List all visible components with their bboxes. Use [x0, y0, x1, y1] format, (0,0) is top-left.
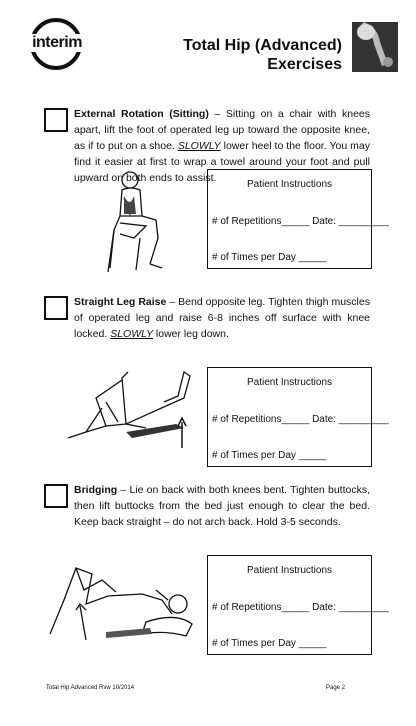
exercise-3-checkbox[interactable] — [44, 484, 68, 508]
exercise-1-name: External Rotation (Sitting) — [74, 108, 209, 120]
exercise-1-checkbox[interactable] — [44, 108, 68, 132]
repetitions-date-field[interactable]: # of Repetitions_____ Date: _________ — [212, 414, 389, 425]
exercise-2-checkbox[interactable] — [44, 296, 68, 320]
exercise-1-text-a: – Sitting on a chair with knees apart, lift the foot of operated leg up toward the opposite knee, as if to put on a shoe. — [74, 108, 370, 152]
straight-leg-raise-illustration — [66, 358, 198, 448]
logo-text: interim — [26, 34, 88, 52]
exercise-3-instructions-box — [207, 555, 389, 655]
interim-logo — [26, 18, 86, 70]
times-per-day-field[interactable]: # of Times per Day _____ — [212, 252, 327, 263]
exercise-2-description — [74, 294, 370, 342]
exercise-3-text-a: – Lie on back with both knees bent. Tighten buttocks, then lift buttocks from the bed just enough to clear the bed. Keep back straight – do not arch back. Hold 3-5 seconds. — [74, 484, 370, 528]
exercise-1-emphasis: SLOWLY — [177, 140, 221, 152]
sitting-rotation-illustration — [100, 168, 170, 276]
exercise-1-text-b: lower heel to the floor. You may find it easier at first to wrap a towel around your foot and pull upward on both ends to assist. — [74, 140, 370, 184]
times-per-day-field[interactable]: # of Times per Day _____ — [212, 638, 327, 649]
instructions-heading: Patient Instructions — [246, 179, 333, 190]
bridging-illustration — [46, 560, 196, 646]
title-line-1: Total Hip (Advanced) — [183, 37, 342, 54]
exercise-2-text-a: – Bend opposite leg. Tighten thigh muscles of operated leg and raise 6-8 inches off surface with knee locked. — [74, 296, 370, 340]
times-per-day-field[interactable]: # of Times per Day _____ — [212, 450, 327, 461]
title-line-2: Exercises — [267, 56, 342, 73]
footer-document-id: Total Hip Advanced Rvw 10/2014 — [46, 685, 135, 691]
page-title — [150, 36, 342, 74]
repetitions-date-field[interactable]: # of Repetitions_____ Date: _________ — [212, 216, 389, 227]
footer-page-number: Page 2 — [326, 685, 346, 691]
exercise-2-emphasis: SLOWLY — [110, 328, 153, 340]
instructions-heading: Patient Instructions — [246, 565, 333, 576]
exercise-1-instructions-box — [207, 169, 389, 269]
instructions-heading: Patient Instructions — [246, 377, 333, 388]
header-hip-implant-image — [352, 22, 398, 72]
repetitions-date-field[interactable]: # of Repetitions_____ Date: _________ — [212, 602, 389, 613]
exercise-2-instructions-box — [207, 367, 389, 467]
exercise-2-name: Straight Leg Raise — [74, 296, 167, 308]
exercise-3-name: Bridging — [74, 484, 118, 496]
exercise-2-text-b: lower leg down. — [153, 328, 229, 340]
exercise-3-description — [74, 482, 370, 530]
